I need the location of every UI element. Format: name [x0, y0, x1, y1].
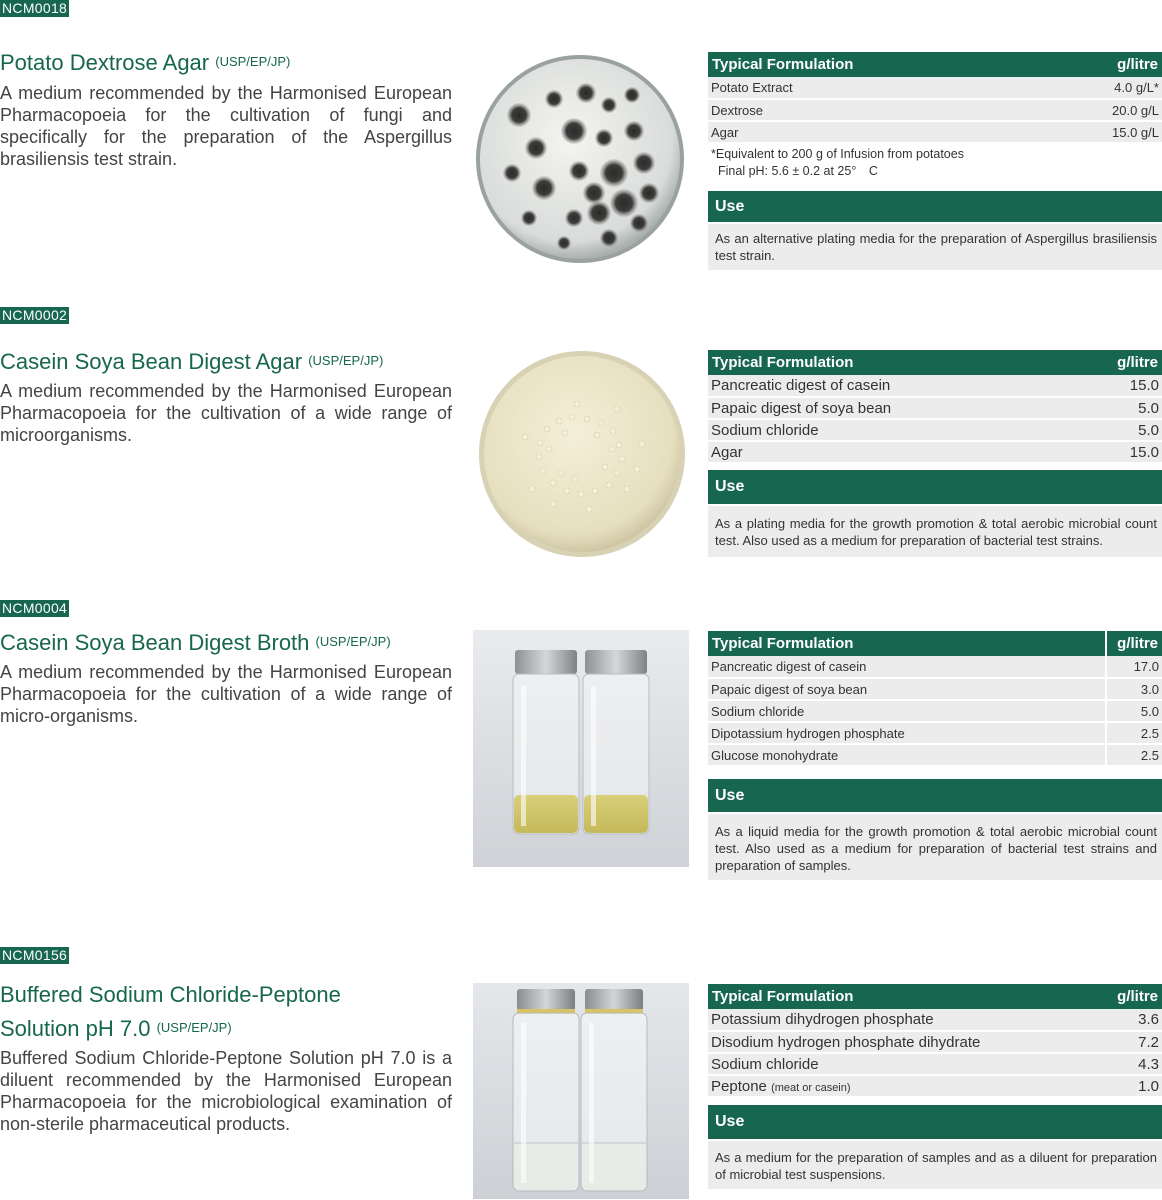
formulation-table — [708, 52, 1162, 144]
product-section-ncm0018 — [0, 0, 1162, 290]
product-description: A medium recommended by the Harmonised European Pharmacopoeia for the cultivation of a wide range of microorganisms. — [0, 381, 452, 445]
formulation-header: Typical Formulation — [708, 52, 1043, 77]
ingredient-value: 7.2 — [1094, 1031, 1162, 1053]
formulation-panel — [708, 984, 1162, 1189]
product-section-ncm0156 — [0, 947, 1162, 1200]
product-name: Buffered Sodium Chloride-Peptone — [0, 982, 341, 1007]
ingredient-label: Peptone — [711, 1077, 767, 1095]
unit-header: g/litre — [1106, 631, 1162, 656]
petri-dish-fungi-photo — [474, 53, 686, 265]
use-description: As a plating media for the growth promotion & total aerobic microbial count test. Also used as a medium for preparation of bacterial test strains. — [708, 506, 1162, 557]
table-row — [708, 744, 1162, 766]
formulation-header-row — [708, 631, 1162, 656]
ingredient-value: 15.0 — [1068, 375, 1162, 397]
product-name: Casein Soya Bean Digest Broth — [0, 630, 310, 655]
product-code: NCM0156 — [2, 947, 68, 963]
ingredient-value: 2.5 — [1106, 744, 1162, 766]
product-description: Buffered Sodium Chloride-Peptone Solution pH 7.0 is a diluent recommended by the Harmonised European Pharmacopoeia for the microbiological examination of non-sterile pharmaceutical products. — [0, 1048, 452, 1134]
table-row — [708, 375, 1162, 397]
petri-dish-bacteria-photo — [477, 349, 687, 559]
standard-badge: (USP/EP/JP) — [315, 634, 391, 649]
table-row — [708, 1009, 1162, 1031]
ingredient-value: 15.0 g/L — [1043, 121, 1162, 143]
product-name: Potato Dextrose Agar — [0, 50, 210, 75]
ingredient-name: Dipotassium hydrogen phosphate — [708, 722, 1106, 744]
formulation-header: Typical Formulation — [708, 631, 1106, 656]
product-code: NCM0004 — [2, 600, 68, 616]
ingredient-value: 3.6 — [1094, 1009, 1162, 1031]
formulation-table — [708, 984, 1162, 1098]
footnote-ph: Final pH: 5.6 ± 0.2 at 25° C — [718, 164, 878, 178]
standard-badge: (USP/EP/JP) — [308, 353, 384, 368]
table-row — [708, 722, 1162, 744]
unit-header: g/litre — [1043, 52, 1162, 77]
ingredient-name: Pancreatic digest of casein — [708, 375, 1068, 397]
ingredient-name: Sodium chloride — [708, 700, 1106, 722]
ingredient-name: Pancreatic digest of casein — [708, 656, 1106, 678]
product-code: NCM0002 — [2, 307, 68, 323]
product-name: Casein Soya Bean Digest Agar — [0, 349, 303, 374]
use-header: Use — [708, 779, 1162, 812]
formulation-panel — [708, 350, 1162, 557]
use-header: Use — [708, 191, 1162, 222]
use-description: As a medium for the preparation of samples and as a diluent for preparation of microbial test suspensions. — [708, 1141, 1162, 1189]
product-title-line2 — [0, 1015, 232, 1042]
standard-badge: (USP/EP/JP) — [156, 1020, 232, 1035]
use-description: As an alternative plating media for the preparation of Aspergillus brasiliensis test strain. — [708, 224, 1162, 270]
use-header: Use — [708, 1105, 1162, 1139]
formulation-panel — [708, 631, 1162, 880]
ingredient-name: Papaic digest of soya bean — [708, 397, 1068, 419]
table-row — [708, 1031, 1162, 1053]
ingredient-name: Disodium hydrogen phosphate dihydrate — [708, 1031, 1094, 1053]
product-section-ncm0004 — [0, 600, 1162, 890]
ingredient-value: 5.0 — [1068, 397, 1162, 419]
ingredient-value: 4.0 g/L* — [1043, 77, 1162, 99]
diluent-vials-photo — [473, 983, 689, 1199]
ingredient-value: 5.0 — [1068, 419, 1162, 441]
table-row — [708, 678, 1162, 700]
footnote-equivalent: *Equivalent to 200 g of Infusion from potatoes — [711, 147, 964, 161]
table-row — [708, 1075, 1162, 1097]
use-description: As a liquid media for the growth promotion & total aerobic microbial count test. Also used as a medium for preparation of bacterial test strains and preparation of samples. — [708, 814, 1162, 880]
formulation-header-row — [708, 984, 1162, 1009]
product-name-continued: Solution pH 7.0 — [0, 1016, 151, 1041]
ingredient-name: Potassium dihydrogen phosphate — [708, 1009, 1094, 1031]
ingredient-value: 20.0 g/L — [1043, 99, 1162, 121]
formulation-panel — [708, 52, 1162, 270]
formulation-header: Typical Formulation — [708, 984, 1094, 1009]
ingredient-note: (meat or casein) — [771, 1081, 851, 1094]
formulation-table — [708, 350, 1162, 464]
ingredient-value: 15.0 — [1068, 441, 1162, 463]
ingredient-name: Sodium chloride — [708, 419, 1068, 441]
ingredient-name: Agar — [708, 121, 1043, 143]
product-title — [0, 49, 290, 76]
ingredient-name: Potato Extract — [708, 77, 1043, 99]
ingredient-value: 4.3 — [1094, 1053, 1162, 1075]
table-row — [708, 656, 1162, 678]
unit-header: g/litre — [1094, 984, 1162, 1009]
product-code: NCM0018 — [2, 0, 68, 16]
formulation-header-row — [708, 350, 1162, 375]
table-row — [708, 1053, 1162, 1075]
ingredient-name: Agar — [708, 441, 1068, 463]
unit-header: g/litre — [1068, 350, 1162, 375]
table-row — [708, 99, 1162, 121]
product-title — [0, 629, 391, 656]
table-row — [708, 397, 1162, 419]
broth-vials-photo — [473, 630, 689, 867]
ingredient-name: Glucose monohydrate — [708, 744, 1106, 766]
ingredient-value: 2.5 — [1106, 722, 1162, 744]
table-row — [708, 700, 1162, 722]
ingredient-name — [708, 1075, 1094, 1097]
product-description: A medium recommended by the Harmonised European Pharmacopoeia for the cultivation of a wide range of micro-organisms. — [0, 662, 452, 726]
formulation-table — [708, 631, 1162, 767]
standard-badge: (USP/EP/JP) — [215, 54, 291, 69]
table-row — [708, 419, 1162, 441]
table-row — [708, 441, 1162, 463]
product-title — [0, 982, 341, 1008]
table-row — [708, 77, 1162, 99]
ingredient-value: 5.0 — [1106, 700, 1162, 722]
ingredient-name: Dextrose — [708, 99, 1043, 121]
use-header: Use — [708, 470, 1162, 504]
product-description: A medium recommended by the Harmonised European Pharmacopoeia for the cultivation of fungi and specifically for the preparation of the Aspergillus brasiliensis test strain. — [0, 83, 452, 169]
formulation-header: Typical Formulation — [708, 350, 1068, 375]
ingredient-name: Sodium chloride — [708, 1053, 1094, 1075]
table-row — [708, 121, 1162, 143]
product-title — [0, 348, 383, 375]
formulation-header-row — [708, 52, 1162, 77]
ingredient-value: 3.0 — [1106, 678, 1162, 700]
ingredient-value: 1.0 — [1094, 1075, 1162, 1097]
ingredient-value: 17.0 — [1106, 656, 1162, 678]
formulation-footnote — [708, 146, 1162, 180]
product-section-ncm0002 — [0, 307, 1162, 577]
ingredient-name: Papaic digest of soya bean — [708, 678, 1106, 700]
